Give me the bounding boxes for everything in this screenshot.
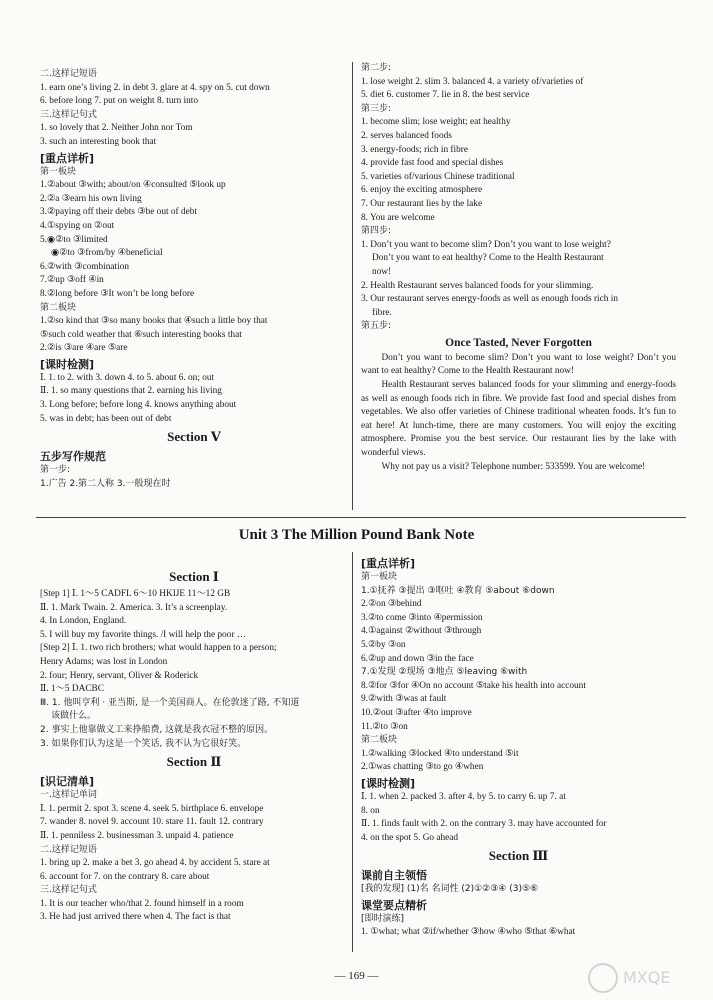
answer-line: 5. diet 6. customer 7. lie in 8. the best service <box>361 90 530 101</box>
answer-line: Ⅲ. 1. 他叫亨利 · 亚当斯, 是一个美国商人。在伦敦迷了路, 不知道 <box>40 697 300 708</box>
answer-line: Ⅰ. 1. permit 2. spot 3. scene 4. seek 5. birthplace 6. envelope <box>40 803 264 814</box>
block-heading: [识记清单] <box>40 775 95 789</box>
answer-line: ⑤such cold weather that ⑥such interesting books that <box>40 329 242 340</box>
answer-line: 1.①抚养 ③提出 ③呕吐 ④教育 ⑤about ⑥down <box>361 585 555 596</box>
answer-line: 1.②so kind that ③so many books that ④such a little boy that <box>40 316 268 327</box>
answer-line: 4. on the spot 5. Go ahead <box>361 832 459 843</box>
answer-line: 2. four; Henry, servant, Oliver & Roderick <box>40 670 199 681</box>
answer-line: 8.②long before ③It won’t be long before <box>40 288 195 299</box>
svg-text:MXQE: MXQE <box>623 968 671 987</box>
answer-line: 1.广告 2.第二人称 3.一般现在时 <box>40 478 171 489</box>
answer-line: 2.②a ③earn his own living <box>40 193 142 204</box>
answer-line: 5. I will buy my favorite things. /I will help the poor … <box>40 629 247 640</box>
answer-line: Ⅱ. 1. finds fault with 2. on the contrary 3. may have accounted for <box>361 819 607 830</box>
answer-line: 第一步: <box>40 465 71 476</box>
answer-line: 二.这样记短语 <box>40 844 97 855</box>
answer-line: Ⅱ. 1. Mark Twain. 2. America. 3. It’s a screenplay. <box>40 602 228 613</box>
answer-line: 3.②to come ③into ④permission <box>361 612 483 623</box>
answer-line: Henry Adams; was lost in London <box>40 656 168 667</box>
answer-line: Ⅱ. 1～5 DACBC <box>40 684 104 695</box>
block-heading: 五步写作规范 <box>40 450 106 464</box>
answer-line: Ⅰ. 1. when 2. packed 3. after 4. by 5. to carry 6. up 7. at <box>361 791 566 802</box>
answer-line: 11.②to ③on <box>361 721 408 732</box>
answer-line: 4.①spying on ②out <box>40 220 115 231</box>
answer-line: now! <box>372 266 392 277</box>
answer-line: 第二步: <box>361 63 392 73</box>
answer-line: 6. account for 7. on the contrary 8. care about <box>40 871 210 882</box>
answer-line: 4.①against ②without ③through <box>361 626 482 637</box>
answer-line: 1. so lovely that 2. Neither John nor Tom <box>40 123 193 134</box>
answer-line: 2. Health Restaurant serves balanced foods for your slimming. <box>361 280 594 291</box>
answer-line: 第三步: <box>361 103 392 114</box>
answer-line: 1. Don’t you want to become slim? Don’t you want to lose weight? <box>361 239 611 250</box>
answer-line: 第四步: <box>361 226 392 237</box>
block-heading: [课时检测] <box>40 357 95 371</box>
answer-line: 第一板块 <box>40 166 77 177</box>
answer-line: 9.②with ③was at fault <box>361 694 447 705</box>
answer-line: 5.◉②to ③limited <box>40 234 108 245</box>
answer-line: 第二板块 <box>40 302 77 313</box>
right-top-column <box>361 62 676 474</box>
block-heading: [重点详析] <box>40 151 95 165</box>
answer-line: 5. varieties of/various Chinese traditional <box>361 171 515 182</box>
answer-line: 4. provide fast food and special dishes <box>361 158 504 169</box>
answer-line: 7. wander 8. novel 9. account 10. stare 11. fault 12. contrary <box>40 817 264 828</box>
answer-line: [我的发现] (1)名 名词性 (2)①②③④ (3)⑤⑥ <box>361 884 539 895</box>
answer-line: 10.②out ③after ④to improve <box>361 707 472 718</box>
column-divider-top <box>352 62 353 510</box>
answer-line: Ⅰ. 1. to 2. with 3. down 4. to 5. about 6. on; out <box>40 372 215 383</box>
answer-line: 第五步: <box>361 321 392 332</box>
answer-line: 3. such an interesting book that <box>40 136 157 147</box>
answer-line: 7.①发现 ②现场 ③地点 ⑤leaving ⑥with <box>361 667 528 678</box>
answer-line: 1.②about ③with; about/on ④consulted ⑤look up <box>40 180 226 191</box>
answer-line: 6. enjoy the exciting atmosphere <box>361 185 483 196</box>
answer-line: 6.②with ③combination <box>40 261 129 272</box>
answer-line: 3. energy-foods; rich in fibre <box>361 144 468 155</box>
answer-line: 7.②up ③off ④in <box>40 275 104 286</box>
block-heading: [重点详析] <box>361 557 416 570</box>
answer-line: 6. before long 7. put on weight 8. turn into <box>40 96 199 107</box>
answer-line: 4. In London, England. <box>40 616 127 627</box>
answer-line: [Step 1] Ⅰ. 1～5 CADFL 6～10 HKIJE 11～12 GB <box>40 589 231 599</box>
essay-paragraph: Why not pay us a visit? Telephone number: 533599. You are welcome! <box>381 461 646 472</box>
block-heading: 课前自主领悟 <box>361 869 427 883</box>
answer-line: 1. earn one’s living 2. in debt 3. glare at 4. spy on 5. cut down <box>40 82 270 93</box>
answer-line: 三.这样记句式 <box>40 109 97 120</box>
answer-line: 3. 如果你们认为这是一个笑话, 我不认为它很好笑。 <box>40 738 247 749</box>
answer-line: 该做什么。 <box>51 711 97 722</box>
essay-paragraph: Don’t you want to become slim? Don’t you want to lose weight? Don’t you want to eat healthy? Come to the Health Restaurant now! <box>361 352 676 377</box>
answer-line: 一.这样记单词 <box>40 790 97 801</box>
left-bottom-column <box>40 566 348 925</box>
answer-line: 8. You are welcome <box>361 212 435 223</box>
answer-line: Ⅱ. 1. so many questions that 2. earning his living <box>40 386 222 397</box>
answer-line: 1. ①what; what ②if/whether ③how ④who ⑤that ⑥what <box>361 927 576 938</box>
answer-line: 2. 事实上他靠做义工来挣船费, 这就是我衣冠不整的原因。 <box>40 724 274 735</box>
answer-line: 第二板块 <box>361 735 398 746</box>
answer-line: 3.②paying off their debts ③be out of debt <box>40 207 197 218</box>
unit-divider <box>36 517 686 518</box>
block-heading: [课时检测] <box>361 776 416 790</box>
essay-title: Once Tasted, Never Forgotten <box>445 336 592 349</box>
answer-line: 3. Long before; before long 4. knows anything about <box>40 400 237 411</box>
answer-line: 7. Our restaurant lies by the lake <box>361 198 483 209</box>
answer-line: 1. lose weight 2. slim 3. balanced 4. a variety of/varieties of <box>361 76 584 87</box>
answer-line: ◉②to ③from/by ④beneficial <box>51 248 163 259</box>
answer-line: fibre. <box>372 307 392 318</box>
column-divider-bottom <box>352 552 353 952</box>
answer-line: 8. on <box>361 805 380 816</box>
answer-line: 第一板块 <box>361 572 398 582</box>
answer-line: 5.②by ③on <box>361 639 406 650</box>
answer-line: 2. serves balanced foods <box>361 130 452 141</box>
answer-line: 1. It is our teacher who/that 2. found himself in a room <box>40 898 244 909</box>
right-bottom-column <box>361 555 676 940</box>
essay-paragraph: Health Restaurant serves balanced foods for your slimming and energy-foods as well as enough foods rich in fibre. We provide fast food and special dishes from vegetables. We also offer varieties of Chinese traditional wheaten foods. It’s fun to eat here! At lunch-time, there are many customers. You will enjoy the exciting atmosphere. Promise you the best service. Our restaurant lies by the lake with wonderful views. <box>361 380 676 459</box>
answer-line: 三.这样记句式 <box>40 885 97 896</box>
page-number: — 169 — <box>334 970 379 982</box>
watermark-logo <box>585 960 705 996</box>
answer-line: 1. bring up 2. make a bet 3. go ahead 4. by accident 5. stare at <box>40 858 270 869</box>
answer-line: 1.②walking ③locked ④to understand ⑤it <box>361 748 519 759</box>
answer-line: 8.②for ③for ④On no account ⑤take his health into account <box>361 680 586 691</box>
answer-line: 2.②on ③behind <box>361 599 422 610</box>
answer-line: 二.这样记短语 <box>40 69 97 79</box>
answer-line: 2.②is ③are ④are ⑤are <box>40 343 128 354</box>
answer-line: 2.①was chatting ③to go ④when <box>361 762 484 773</box>
section-heading: Section Ⅱ <box>166 754 222 770</box>
left-top-column <box>40 68 348 491</box>
answer-line: 3. He had just arrived there when 4. The fact is that <box>40 912 231 923</box>
answer-line: 1. become slim; lose weight; eat healthy <box>361 117 511 128</box>
block-heading: 课堂要点精析 <box>361 898 427 912</box>
section-heading: Section Ⅰ <box>169 569 219 584</box>
answer-line: Ⅱ. 1. penniless 2. businessman 3. unpaid 4. patience <box>40 830 234 841</box>
unit-title: Unit 3 The Million Pound Bank Note <box>238 527 475 543</box>
answer-line: [Step 2] Ⅰ. 1. two rich brothers; what would happen to a person; <box>40 643 277 654</box>
answer-line: 5. was in debt; has been out of debt <box>40 413 172 424</box>
answer-line: Don’t you want to eat healthy? Come to the Health Restaurant <box>372 253 604 264</box>
section-heading: Section Ⅲ <box>488 848 549 864</box>
answer-line: 3. Our restaurant serves energy-foods as well as enough foods rich in <box>361 294 618 305</box>
answer-line: 6.②up and down ③in the face <box>361 653 474 664</box>
answer-line: [即时演练] <box>361 913 405 924</box>
sample-essay <box>361 334 676 474</box>
section-heading: Section Ⅴ <box>167 429 221 445</box>
